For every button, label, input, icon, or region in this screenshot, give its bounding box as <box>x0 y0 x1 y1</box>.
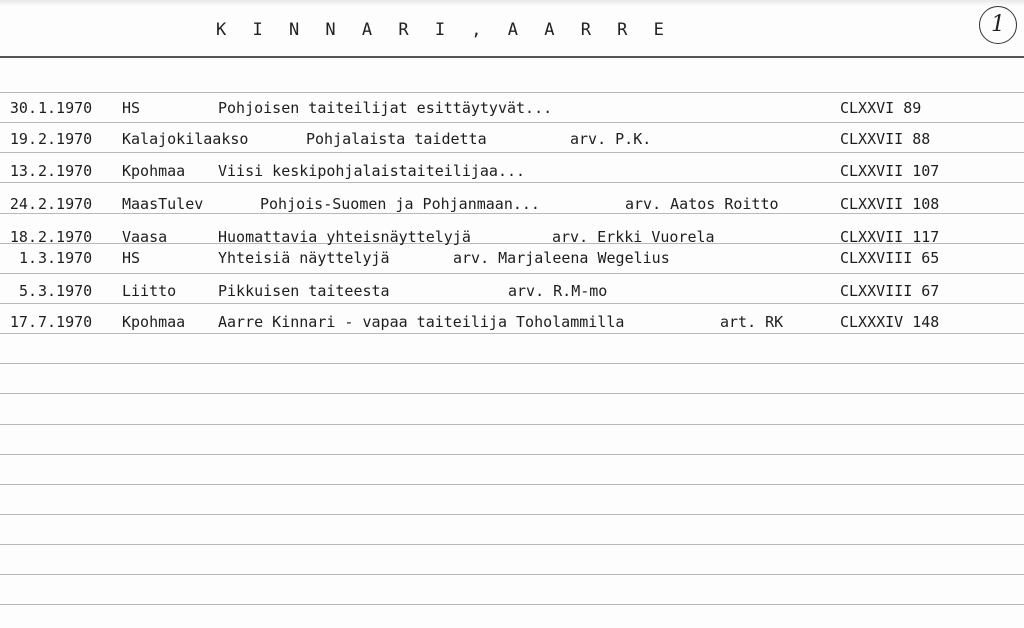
ruled-line <box>0 182 1024 183</box>
card-number-circle: 1 <box>979 6 1017 44</box>
entry-date: 7.1970 <box>38 313 93 331</box>
entry-date: 1.1970 <box>38 99 93 117</box>
entry-source: Kalajokilaakso <box>122 130 249 148</box>
entry-day: 5. <box>18 282 37 300</box>
entry-row <box>0 311 1024 333</box>
entry-title: Yhteisiä näyttelyjä <box>218 249 390 267</box>
entry-title: Aarre Kinnari - vapaa taiteilija Toholammilla <box>218 313 625 331</box>
entry-source: MaasTulev <box>122 195 204 213</box>
entry-row <box>0 226 1024 248</box>
entry-day: 30. <box>9 99 37 117</box>
entry-day: 19. <box>9 130 37 148</box>
ruled-line <box>0 574 1024 575</box>
entry-day: 24. <box>9 195 37 213</box>
ruled-line <box>0 333 1024 334</box>
entry-day: 18. <box>9 228 37 246</box>
entry-title: Viisi keskipohjalaistaiteilijaa... <box>218 162 526 180</box>
entry-author: arv. R.M-mo <box>508 282 608 300</box>
entry-date: 3.1970 <box>38 249 93 267</box>
ruled-line <box>0 92 1024 93</box>
ruled-line <box>0 393 1024 394</box>
entry-day: 1. <box>18 249 37 267</box>
entry-date: 2.1970 <box>38 195 93 213</box>
entry-reference: CLXXVII 107 <box>840 162 940 180</box>
entry-reference: CLXXXIV 148 <box>840 313 940 331</box>
entry-author: arv. P.K. <box>570 130 652 148</box>
ruled-line <box>0 122 1024 123</box>
entry-day: 13. <box>9 162 37 180</box>
entry-row <box>0 128 1024 150</box>
ruled-line <box>0 152 1024 153</box>
entry-source: Vaasa <box>122 228 168 246</box>
ruled-line <box>0 303 1024 304</box>
entry-source: Kpohmaa <box>122 313 186 331</box>
entry-day: 17. <box>9 313 37 331</box>
entry-row <box>0 247 1024 269</box>
entry-date: 3.1970 <box>38 282 93 300</box>
entry-reference: CLXXVI 89 <box>840 99 922 117</box>
ruled-line <box>0 604 1024 605</box>
entry-reference: CLXXVII 117 <box>840 228 940 246</box>
entry-source: HS <box>122 99 141 117</box>
entry-source: Kpohmaa <box>122 162 186 180</box>
entry-author: arv. Aatos Roitto <box>625 195 779 213</box>
entry-title: Pikkuisen taiteesta <box>218 282 390 300</box>
entry-date: 2.1970 <box>38 130 93 148</box>
entry-row <box>0 193 1024 215</box>
ruled-line <box>0 454 1024 455</box>
header-rule <box>0 56 1024 58</box>
ruled-line <box>0 424 1024 425</box>
entry-author: arv. Erkki Vuorela <box>552 228 715 246</box>
ruled-line <box>0 484 1024 485</box>
entry-title: Huomattavia yhteisnäyttelyjä <box>218 228 471 246</box>
ruled-line <box>0 363 1024 364</box>
entry-source: HS <box>122 249 141 267</box>
entry-title: Pohjoisen taiteilijat esittäytyvät... <box>218 99 553 117</box>
entry-row <box>0 160 1024 182</box>
entry-row <box>0 97 1024 119</box>
ruled-line <box>0 273 1024 274</box>
entry-reference: CLXXVII 88 <box>840 130 931 148</box>
ruled-line <box>0 544 1024 545</box>
entry-reference: CLXXVIII 67 <box>840 282 940 300</box>
entry-title: Pohjalaista taidetta <box>306 130 487 148</box>
entry-date: 2.1970 <box>38 162 93 180</box>
entry-reference: CLXXVII 108 <box>840 195 940 213</box>
entry-date: 2.1970 <box>38 228 93 246</box>
entry-source: Liitto <box>122 282 177 300</box>
entry-row <box>0 280 1024 302</box>
ruled-line <box>0 514 1024 515</box>
entry-title: Pohjois-Suomen ja Pohjanmaan... <box>260 195 540 213</box>
entry-author: art. RK <box>720 313 784 331</box>
card-title: K I N N A R I , A A R R E <box>216 20 672 40</box>
entry-author: arv. Marjaleena Wegelius <box>453 249 670 267</box>
entry-reference: CLXXVIII 65 <box>840 249 940 267</box>
card-top-edge <box>0 0 1024 6</box>
